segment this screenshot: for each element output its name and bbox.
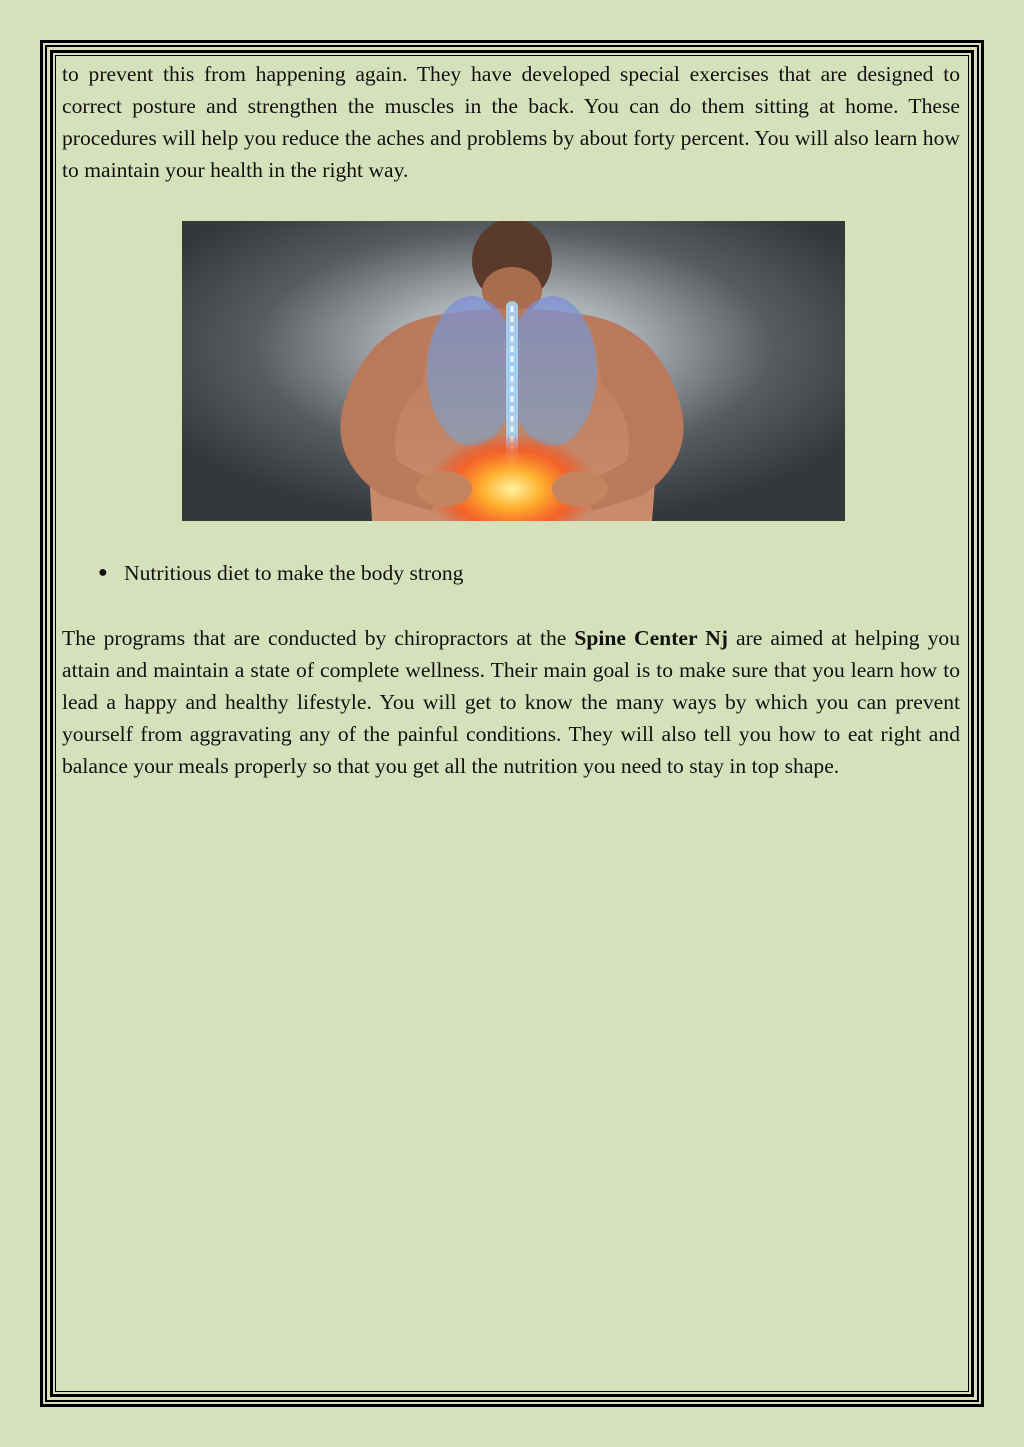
back-pain-illustration <box>182 221 845 521</box>
list-item <box>98 557 960 589</box>
back-pain-photo <box>182 221 845 521</box>
list-item-text: Nutritious diet to make the body strong <box>124 561 464 585</box>
programs-paragraph <box>62 622 960 782</box>
spine-center-name: Spine Center Nj <box>574 626 728 650</box>
intro-paragraph: to prevent this from happening again. They have developed special exercises that are designed to correct posture and strengthen the muscles in the back. You can do them sitting at home. These procedures will help you reduce the aches and problems by about forty percent. You will also learn how to maintain your health in the right way. <box>62 62 960 182</box>
bullet-marker-icon: ● <box>98 564 108 581</box>
bullet-list <box>62 557 960 589</box>
programs-paragraph-lead: The programs that are conducted by chiropractors at the <box>62 626 575 650</box>
document-content <box>62 58 960 782</box>
programs-paragraph-rest: are aimed at helping you attain and maintain a state of complete wellness. Their main goal is to make sure that you learn how to lead a happy and healthy lifestyle. You will get to know the many ways by which you can prevent yourself from aggravating any of the painful conditions. They will also tell you how to eat right and balance your meals properly so that you get all the nutrition you need to stay in top shape. <box>62 626 961 778</box>
